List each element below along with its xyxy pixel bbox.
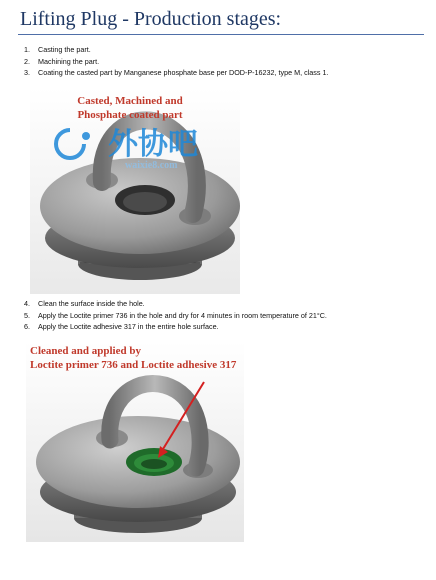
- title-divider: [18, 34, 424, 35]
- step-item: [24, 298, 327, 310]
- step-number: 2.: [24, 56, 30, 66]
- figure2-caption-line2: Loctite primer 736 and Loctite adhesive 317: [30, 359, 237, 371]
- steps-list-1: [24, 44, 328, 79]
- step-item: [24, 44, 328, 56]
- step-number: 6.: [24, 322, 30, 331]
- step-number: 5.: [24, 310, 30, 320]
- figure1-caption-line2: Phosphate coated part: [77, 109, 183, 121]
- figure1-caption-line1: Casted, Machined and: [77, 95, 183, 107]
- step-item: [24, 56, 328, 68]
- step-number: 1.: [24, 45, 30, 54]
- page-title: Lifting Plug - Production stages:: [20, 8, 282, 30]
- step-item: [24, 67, 328, 79]
- step-text: Casting the part.: [38, 45, 91, 54]
- figure-casted-part: [30, 88, 240, 294]
- watermark-url: waixie8.com: [125, 160, 178, 171]
- lifting-plug-image: [26, 342, 244, 542]
- step-text: Machining the part.: [38, 56, 100, 66]
- step-text: Apply the Loctite primer 736 in the hole and dry for 4 minutes in room temperature of 21°C.: [38, 310, 327, 320]
- lifting-plug-image: [30, 88, 240, 294]
- step-text: Coating the casted part by Manganese phosphate base per DOD-P-16232, type M, class 1.: [38, 68, 329, 77]
- figure-applied-adhesive: [26, 342, 244, 542]
- watermark-glyphs: 外协吧: [108, 128, 198, 161]
- step-item: [24, 310, 327, 322]
- step-text: Apply the Loctite adhesive 317 in the entire hole surface.: [38, 322, 219, 331]
- step-item: [24, 321, 327, 333]
- step-number: 3.: [24, 68, 30, 77]
- step-number: 4.: [24, 299, 30, 308]
- step-text: Clean the surface inside the hole.: [38, 299, 145, 308]
- steps-list-2: [24, 298, 327, 333]
- figure2-caption-line1: Cleaned and applied by: [30, 345, 141, 357]
